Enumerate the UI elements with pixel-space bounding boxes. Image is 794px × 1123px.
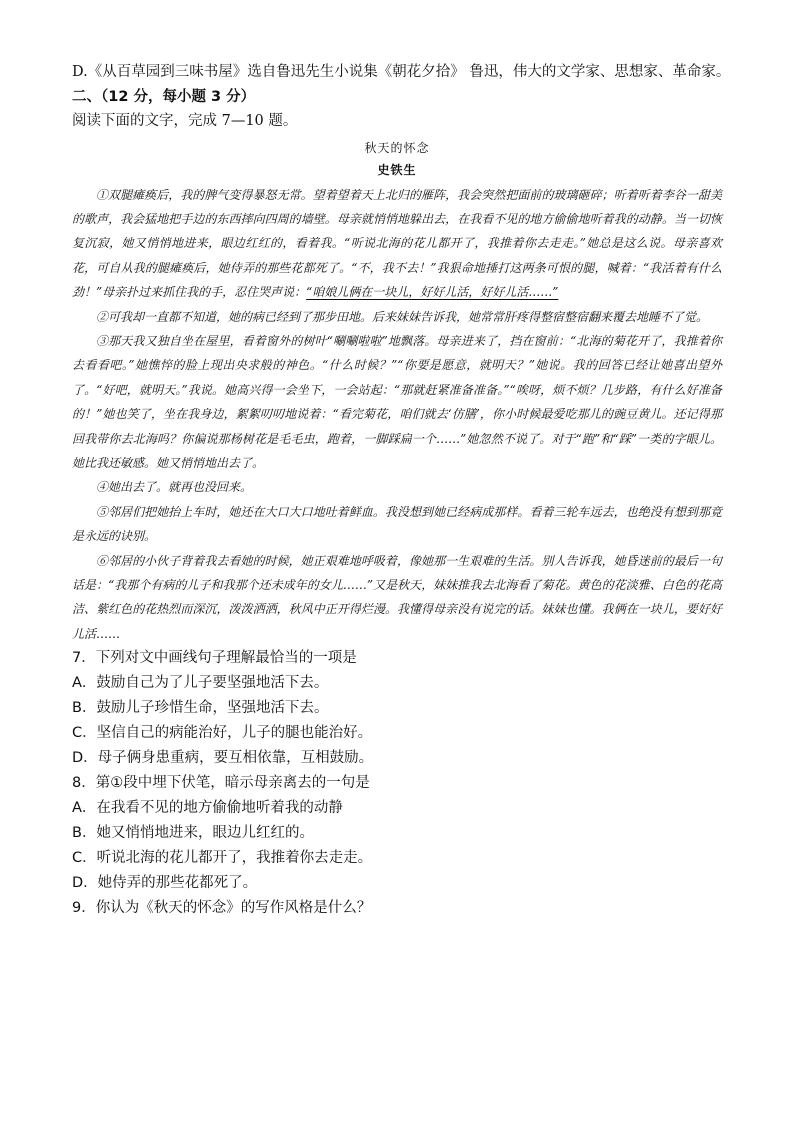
section-heading: 二、（12 分，每小题 3 分） — [72, 88, 256, 105]
question-7: 7．下列对文中画线句子理解最恰当的一项是 — [72, 650, 357, 667]
option-d-previous-question: D.《从百草园到三味书屋》选自鲁迅先生小说集《朝花夕拾》 鲁迅，伟大的文学家、思想家、革命家。 — [72, 64, 731, 80]
underlined-sentence: “咱娘儿俩在一块儿，好好儿活，好好儿活……” — [306, 285, 559, 300]
reading-instruction: 阅读下面的文字，完成 7—10 题。 — [72, 113, 298, 129]
article-paragraph-6: ⑥邻居的小伙子背着我去看她的时候，她正艰难地呼吸着，像她那一生艰难的生活。别人告诉我，她昏迷前的最后一句话是：“我那个有病的儿子和我那个还未成年的女儿……”又是秋天，妹妹推我去北海看了菊花。黄色的花淡雅、白色的花高洁、紫红色的花热烈而深沉，泼泼洒洒，秋风中正开得烂漫。我懂得母亲没有说完的话。妹妹也懂。我俩在一块儿，要好好儿活…… — [72, 553, 722, 641]
question-list — [72, 646, 722, 921]
paragraph-1-text: ①双腿瘫痪后，我的脾气变得暴怒无常。望着望着天上北归的雁阵，我会突然把面前的玻璃砸碎；听着听着李谷一甜美的歌声，我会猛地把手边的东西摔向四周的墙壁。母亲就悄悄地躲出去，在我看不见的地方偷偷地听着我的动静。当一切恢复沉寂，她又悄悄地进来，眼边红红的，看着我。“听说北海的花儿都开了，我推着你去走走。”她总是这么说。母亲喜欢花，可自从我的腿瘫痪后，她侍弄的那些花都死了。“不，我不去！”我狠命地捶打这两条可恨的腿，喊着：“我活着有什么劲！”母亲扑过来抓住我的手，忍住哭声说： — [72, 187, 722, 300]
question-8: 8．第①段中埋下伏笔，暗示母亲离去的一句是 — [72, 775, 370, 792]
question-7-option-b: B．鼓励儿子珍惜生命，坚强地活下去。 — [72, 700, 329, 717]
question-7-option-c: C．坚信自己的病能治好，儿子的腿也能治好。 — [72, 725, 373, 742]
question-8-option-d: D．她侍弄的那些花都死了。 — [72, 875, 258, 892]
article-paragraph-3: ③那天我又独自坐在屋里，看着窗外的树叶“唰唰啦啦”地飘落。母亲进来了，挡在窗前：“北海的菊花开了，我推着你去看看吧。”她憔悴的脸上现出央求般的神色。“什么时候？”“你要是愿意，就明天？”她说。我的回答已经让她喜出望外了。“好吧，就明天。”我说。她高兴得一会坐下，一会站起：“那就赶紧准备准备。”“唉呀，烦不烦？几步路，有什么好准备的！”她也笑了，坐在我身边，絮絮叨叨地说着：“看完菊花，咱们就去‘仿膳’，你小时候最爱吃那儿的豌豆黄儿。还记得那回我带你去北海吗？你偏说那杨树花是毛毛虫，跑着，一脚踩扁一个……”她忽然不说了。对于“跑”和“踩”一类的字眼儿。她比我还敏感。她又悄悄地出去了。 — [72, 333, 722, 470]
article-paragraph-5: ⑤邻居们把她抬上车时，她还在大口大口地吐着鲜血。我没想到她已经病成那样。看着三轮车远去，也绝没有想到那竟是永远的诀别。 — [72, 504, 722, 544]
question-8-option-b: B．她又悄悄地进来，眼边儿红红的。 — [72, 825, 314, 842]
article-author: 史铁生 — [377, 162, 417, 177]
question-7-option-d: D．母子俩身患重病，要互相依靠，互相鼓励。 — [72, 750, 374, 767]
article-body — [72, 183, 722, 647]
article-paragraph-2: ②可我却一直都不知道，她的病已经到了那步田地。后来妹妹告诉我，她常常肝疼得整宿整宿翻来覆去地睡不了觉。 — [96, 309, 709, 324]
question-9: 9．你认为《秋天的怀念》的写作风格是什么？ — [72, 900, 372, 917]
article-title: 秋天的怀念 — [364, 140, 430, 155]
question-8-option-c: C．听说北海的花儿都开了，我推着你去走走。 — [72, 850, 373, 867]
article-paragraph-1 — [72, 183, 722, 305]
question-8-option-a: A．在我看不见的地方偷偷地听着我的动静 — [72, 800, 343, 817]
article-paragraph-4: ④她出去了。就再也没回来。 — [96, 480, 253, 495]
exam-page — [72, 60, 731, 921]
question-7-option-a: A．鼓励自己为了儿子要坚强地活下去。 — [72, 675, 329, 692]
